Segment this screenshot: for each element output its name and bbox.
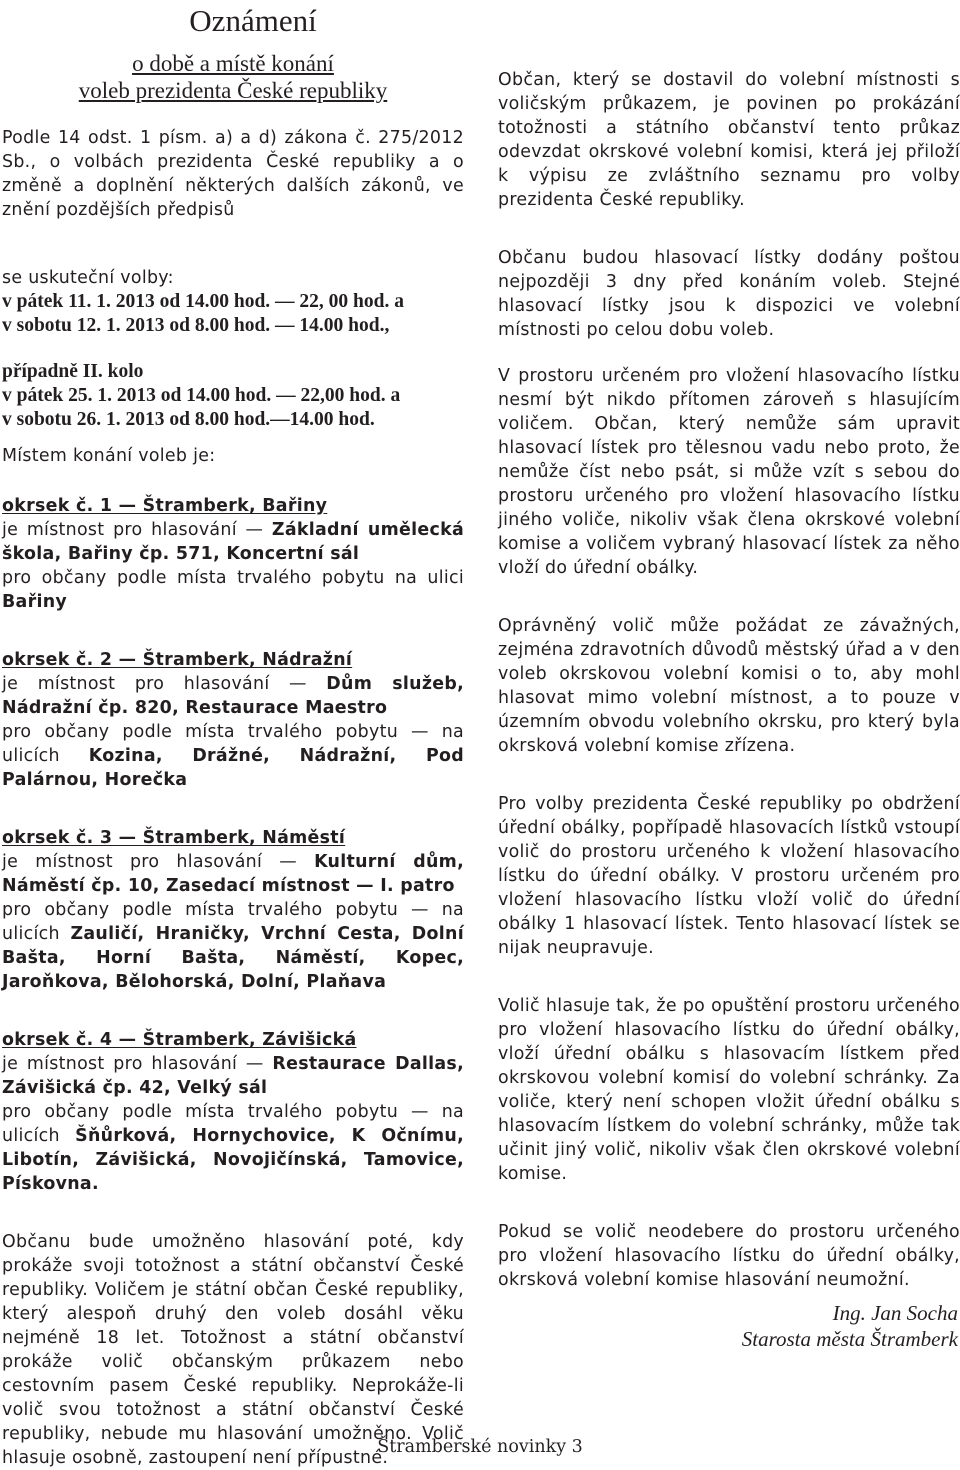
round2-line-2: v sobotu 26. 1. 2013 od 8.00 hod.—14.00 hod. xyxy=(2,409,375,430)
identity-paragraph: Občanu bude umožněno hlasování poté, kdy prokáže svoji totožnost a státní občanství České republiky. Voličem je státní občan České republiky, který alespoň druhý den voleb dosáhl věku nejméně 18 let. Totožnost a státní občanství prokáže volič občanským průkazem nebo cestovním pasem České republiky. Neprokáže-li volič svou totožnost a státní občanství České republiky, nebude mu hlasování umožněno. Volič hlasuje osobně, zastoupení není přípustné. xyxy=(2,1232,464,1468)
precinct-heading: okrsek č. 4 — Štramberk, Závišická xyxy=(2,1030,357,1050)
paragraph-envelope: Pro volby prezidenta České republiky po obdržení úřední obálky, popřípadě hlasovacích lístků vstoupí volič do prostoru určeného k vložení hlasovacího lístku do úřední obálky. V prostoru určeném pro vložení hlasovacího lístku vloží volič do úřední obálky 1 hlasovací lístek. Tento hlasovací lístek se nijak neupravuje. xyxy=(498,794,960,958)
precinct-room: je místnost pro hlasování — Kulturní dům, Náměstí čp. 10, Zasedací místnost — I. patro xyxy=(2,852,464,896)
signature-role: Starosta města Štramberk xyxy=(741,1327,958,1351)
precinct-3 xyxy=(2,826,464,994)
paragraph-mobile-voting: Oprávněný volič může požádat ze závažných, zejména zdravotních důvodů městský úřad a v den voleb okrskovou volební komisi o to, aby mohl hlasovat mimo volební místnost, a to pouze v územním obvodu volebního okrsku, pro který byla okrsková volební komise zřízena. xyxy=(498,616,960,756)
paragraph-ballot-box: Volič hlasuje tak, že po opuštění prostoru určeného pro vložení hlasovacího lístku do úřední obálky, vloží úřední obálku s hlasovacím lístkem před okrskovou volební komisí do volební schránky. Za voliče, který není schopen vložit úřední obálku s hlasovacím lístkem do volební schránky, může tak učinit jiný volič, nikoliv však člen okrskové volební komise. xyxy=(498,996,960,1184)
signature-name: Ing. Jan Socha xyxy=(832,1301,958,1325)
precinct-residents: pro občany podle místa trvalého pobytu na ulici Bařiny xyxy=(2,568,464,612)
paragraph-ballots-delivery: Občanu budou hlasovací lístky dodány poštou nejpozději 3 dny před konáním voleb. Stejné hlasovací lístky jsou k dispozici ve volební místnosti po celou dobu voleb. xyxy=(498,248,960,340)
precinct-heading: okrsek č. 2 — Štramberk, Nádražní xyxy=(2,650,353,670)
place-heading: Místem konání voleb je: xyxy=(2,446,216,466)
precinct-residents: pro občany podle místa trvalého pobytu — na ulicích Zauličí, Hraničky, Vrchní Cesta, Dolní Bašta, Horní Bašta, Náměstí, Kopec, Jaroňkova, Bělohorská, Dolní, Plaňava xyxy=(2,900,464,992)
page-title: Oznámení xyxy=(189,3,317,38)
precinct-residents: pro občany podle místa trvalého pobytu — na ulicích Šňůrková, Hornychovice, K Očnímu, Libotín, Závišická, Novojičínská, Tamovice, Pískovna. xyxy=(2,1102,465,1194)
round1-line-2: v sobotu 12. 1. 2013 od 8.00 hod. — 14.00 hod., xyxy=(2,315,390,336)
precinct-room: je místnost pro hlasování — Restaurace Dallas, Závišická čp. 42, Velký sál xyxy=(2,1054,464,1098)
paragraph-voter-card: Občan, který se dostavil do volební místnosti s voličským průkazem, je povinen po prokázání totožnosti a státního občanství tento průkaz odevzdat okrskové volební komisi, která jej přiloží k výpisu ze zvláštního seznamu pro volby prezidenta České republiky. xyxy=(498,70,960,210)
precinct-heading: okrsek č. 1 — Štramberk, Bařiny xyxy=(2,496,328,516)
right-column xyxy=(498,0,960,1352)
round2-label: případně II. kolo xyxy=(2,361,144,382)
paragraph-no-booth: Pokud se volič neodebere do prostoru určeného pro vložení hlasovacího lístku do úřední obálky, okrsková volební komise hlasování neumožní. xyxy=(498,1222,960,1290)
round2-line-1: v pátek 25. 1. 2013 od 14.00 hod. — 22,00 hod. a xyxy=(2,385,401,406)
precinct-room: je místnost pro hlasování — Dům služeb, Nádražní čp. 820, Restaurace Maestro xyxy=(2,674,464,718)
elections-intro: se uskuteční volby: xyxy=(2,268,174,288)
round1-line-1: v pátek 11. 1. 2013 od 14.00 hod. — 22, 00 hod. a xyxy=(2,291,404,312)
precinct-room: je místnost pro hlasování — Základní umělecká škola, Bařiny čp. 571, Koncertní sál xyxy=(2,520,464,564)
page-footer: Štramberské novinky 3 xyxy=(377,1437,583,1457)
precinct-residents: pro občany podle místa trvalého pobytu — na ulicích Kozina, Drážné, Nádražní, Pod Palárnou, Horečka xyxy=(2,722,464,790)
precinct-heading: okrsek č. 3 — Štramberk, Náměstí xyxy=(2,828,346,848)
signature-block xyxy=(498,1300,960,1352)
subtitle-line-1: o době a místě konání xyxy=(132,51,334,76)
precinct-1 xyxy=(2,494,464,614)
subtitle-line-2: voleb prezidenta České republiky xyxy=(78,78,388,103)
paragraph-voting-booth: V prostoru určeném pro vložení hlasovacího lístku nesmí být nikdo přítomen zároveň s hlasujícím voličem. Občan, který nemůže sám upravit hlasovací lístek pro tělesnou vadu nebo proto, že nemůže číst nebo psát, si může vzít s sebou do prostoru určeného pro vložení hlasovacího lístku jiného voliče, nikoliv však člena okrskové volební komise a voličem vybraný hlasovací lístek za něho vloží do úřední obálky. xyxy=(498,366,960,578)
precinct-4 xyxy=(2,1028,464,1196)
precinct-2 xyxy=(2,648,464,792)
intro-paragraph: Podle 14 odst. 1 písm. a) a d) zákona č. 275/2012 Sb., o volbách prezidenta České republiky a o změně a doplnění některých dalších zákonů, ve znění pozdějších předpisů xyxy=(2,128,464,220)
left-column xyxy=(2,0,464,1470)
